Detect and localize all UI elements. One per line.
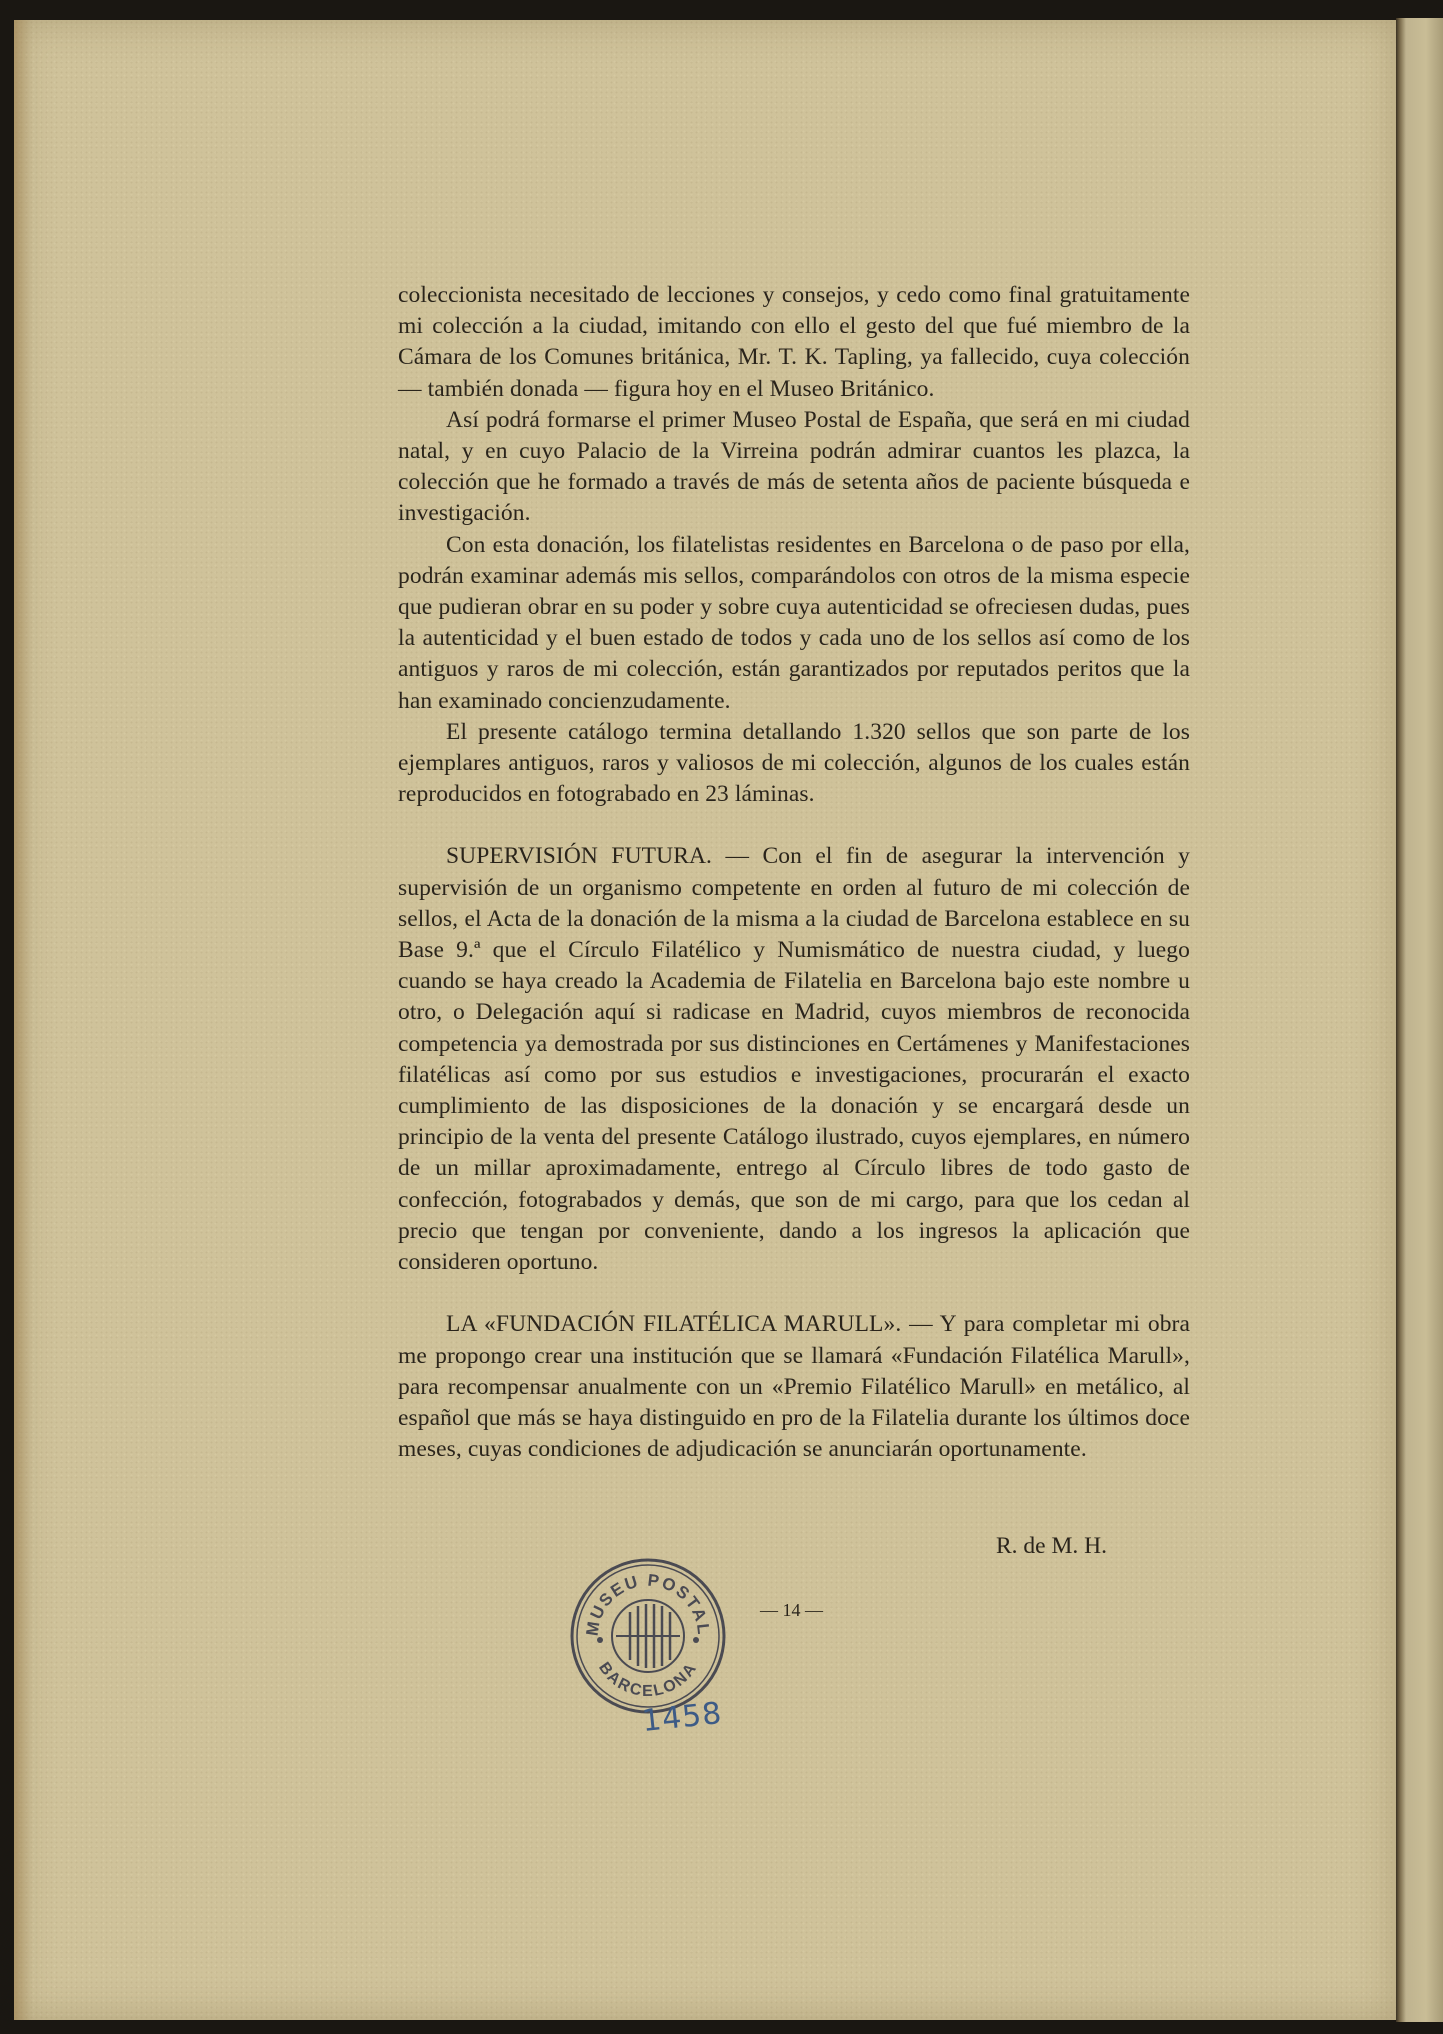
coat-of-arms-icon <box>616 1604 680 1668</box>
paragraph-supervision: SUPERVISIÓN FUTURA. — Con el fin de asegurar la intervención y supervisión de un organismo competente en orden al futuro de mi colección de sellos, el Acta de la donación de la misma a la ciudad de Barcelona establece en su Base 9.ª que el Círculo Filatélico y Numismático de nuestra ciudad, y luego cuando se haya creado la Academia de Filatelia en Barcelona bajo este nombre u otro, o Delegación aquí si radicase en Madrid, cuyos miembros de reconocida competencia ya demostrada por sus distinciones en Certámenes y Manifestaciones filatélicas así como por sus estudios e investigaciones, procurarán el exacto cumplimiento de las disposiciones de la donación y se encargará desde un principio de la venta del presente Catálogo ilustrado, cuyos ejemplares, en número de un millar aproximadamente, entrego al Círculo libres de todo gasto de confección, fotograbados y demás, que son de mi cargo, para que los cedan al precio que tengan por conveniente, dando a los ingresos la aplicación que consideren oportuno. <box>398 843 1190 1276</box>
page-number: — 14 — <box>760 1600 823 1620</box>
page-spine-shadow <box>14 20 32 2020</box>
stamp-bottom-text: BARCELONA <box>595 1659 701 1701</box>
paragraph-4: El presente catálogo termina detallando 1.320 sellos que son parte de los ejemplares antiguos, raros y valiosos de mi colección, algunos de los cuales están reproducidos en fotograbado en 23 láminas. <box>398 718 1190 808</box>
signature: R. de M. H. <box>996 1533 1107 1559</box>
paragraph-3: Con esta donación, los filatelistas residentes en Barcelona o de paso por ella, podrán examinar además mis sellos, comparándolos con otros de la misma especie que pudieran obrar en su poder y sobre cuya autenticidad se ofreciesen dudas, pues la autenticidad y el buen estado de todos y cada uno de los sellos así como de los antiguos y raros de mi colección, están garantizados por reputados peritos que la han examinado concienzudamente. <box>398 531 1190 714</box>
paragraph-2: Así podrá formarse el primer Museo Postal de España, que será en mi ciudad natal, y en cuyo Palacio de la Virreina podrán admirar cuantos les plazca, la colección que he formado a través de más de setenta años de paciente búsqueda e investigación. <box>398 406 1190 527</box>
next-page-edge <box>1396 18 1443 2022</box>
handwritten-inventory-number: 1458 <box>640 1695 724 1740</box>
museu-postal-stamp <box>568 1556 728 1716</box>
paragraph-fundacion: LA «FUNDACIÓN FILATÉLICA MARULL». — Y para completar mi obra me propongo crear una institución que se llamará «Fundación Filatélica Marull», para recompensar anualmente con un «Premio Filatélico Marull» en metálico, al español que más se haya distinguido en pro de la Filatelia durante los últimos doce meses, cuyas condiciones de adjudicación se anunciarán oportunamente. <box>398 1311 1190 1463</box>
paragraph-1: coleccionista necesitado de lecciones y consejos, y cedo como final gratuitamente mi colección a la ciudad, imitando con ello el gesto del que fué miembro de la Cámara de los Comunes británica, Mr. T. K. Tapling, ya fallecido, cuya colección — también donada — figura hoy en el Museo Británico. <box>398 282 1190 402</box>
body-text <box>398 280 1190 1465</box>
svg-text:MUSEU POSTAL <box>583 1571 714 1637</box>
stamp-top-text: MUSEU POSTAL <box>582 1570 714 1638</box>
svg-text:BARCELONA <box>595 1659 701 1700</box>
